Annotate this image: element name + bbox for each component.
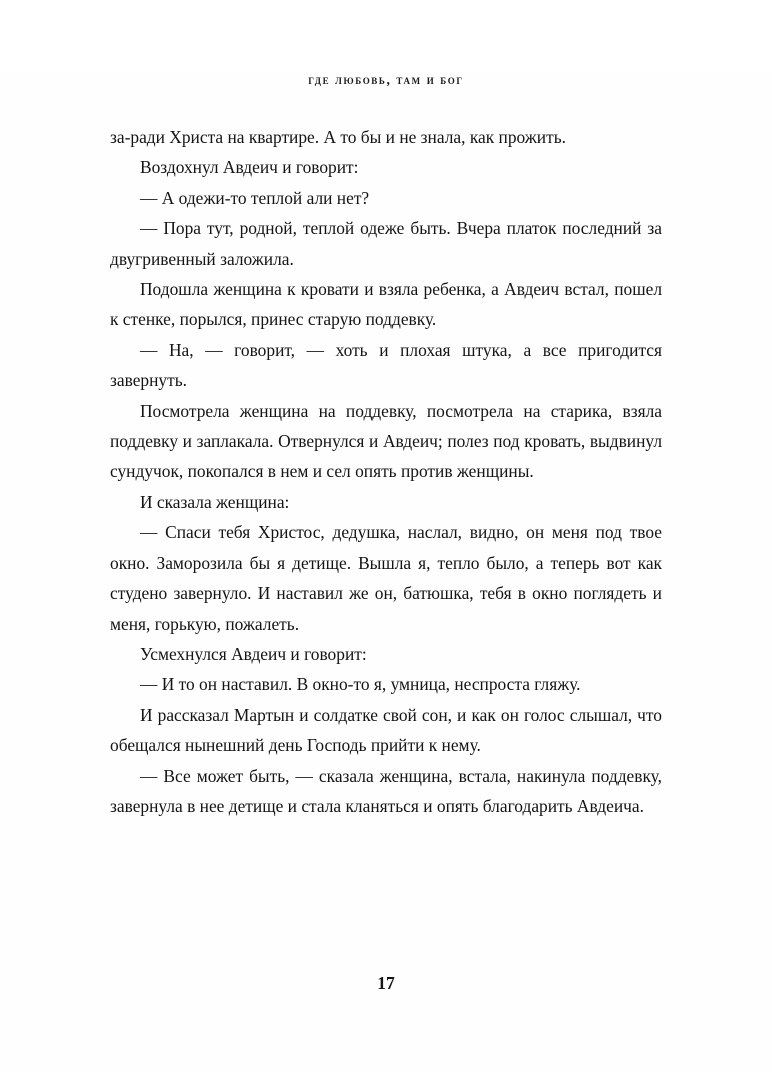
- paragraph: И сказала женщина:: [140, 491, 290, 512]
- paragraph: за-ради Христа на квартире. А то бы и не знала, как прожить.: [110, 127, 566, 147]
- paragraph: — Все может быть, — сказала женщина, встала, накинула поддевку, завернула в нее детище и стала кланяться и опять благодарить Авдеича.: [110, 765, 662, 816]
- body-text: [110, 122, 662, 821]
- paragraph: — А одежи-то теплой али нет?: [140, 187, 370, 208]
- paragraph: Подошла женщина к кровати и взяла ребенка, а Авдеич встал, пошел к стенке, порылся, принес старую поддевку.: [110, 279, 662, 330]
- running-head: где любовь, там и бог: [308, 72, 464, 87]
- paragraph: Воздохнул Авдеич и говорит:: [140, 157, 359, 178]
- page-number: 17: [377, 973, 395, 993]
- paragraph: Посмотрела женщина на поддевку, посмотрела на старика, взяла поддевку и заплакала. Отвернулся и Авдеич; полез под кровать, выдвинул сундучок, покопался в нем и сел опять против женщины.: [110, 400, 662, 482]
- paragraph: — Пора тут, родной, теплой одеже быть. Вчера платок последний за двугривенный заложила.: [110, 218, 662, 269]
- paragraph: — Спаси тебя Христос, дедушка, наслал, видно, он меня под твое окно. Заморозила бы я детище. Вышла я, тепло было, а теперь вот как студено завернуло. И наставил же он, батюшка, тебя в окно поглядеть и меня, горькую, пожалеть.: [110, 522, 662, 634]
- book-page: [0, 72, 772, 1072]
- paragraph: — И то он наставил. В окно-то я, умница, неспроста гляжу.: [140, 674, 581, 695]
- paragraph: Усмехнулся Авдеич и говорит:: [140, 643, 367, 664]
- paragraph: И рассказал Мартын и солдатке свой сон, и как он голос слышал, что обещался нынешний день Господь прийти к нему.: [110, 704, 662, 756]
- paragraph: — На, — говорит, — хоть и плохая штука, а все пригодится завернуть.: [110, 339, 662, 391]
